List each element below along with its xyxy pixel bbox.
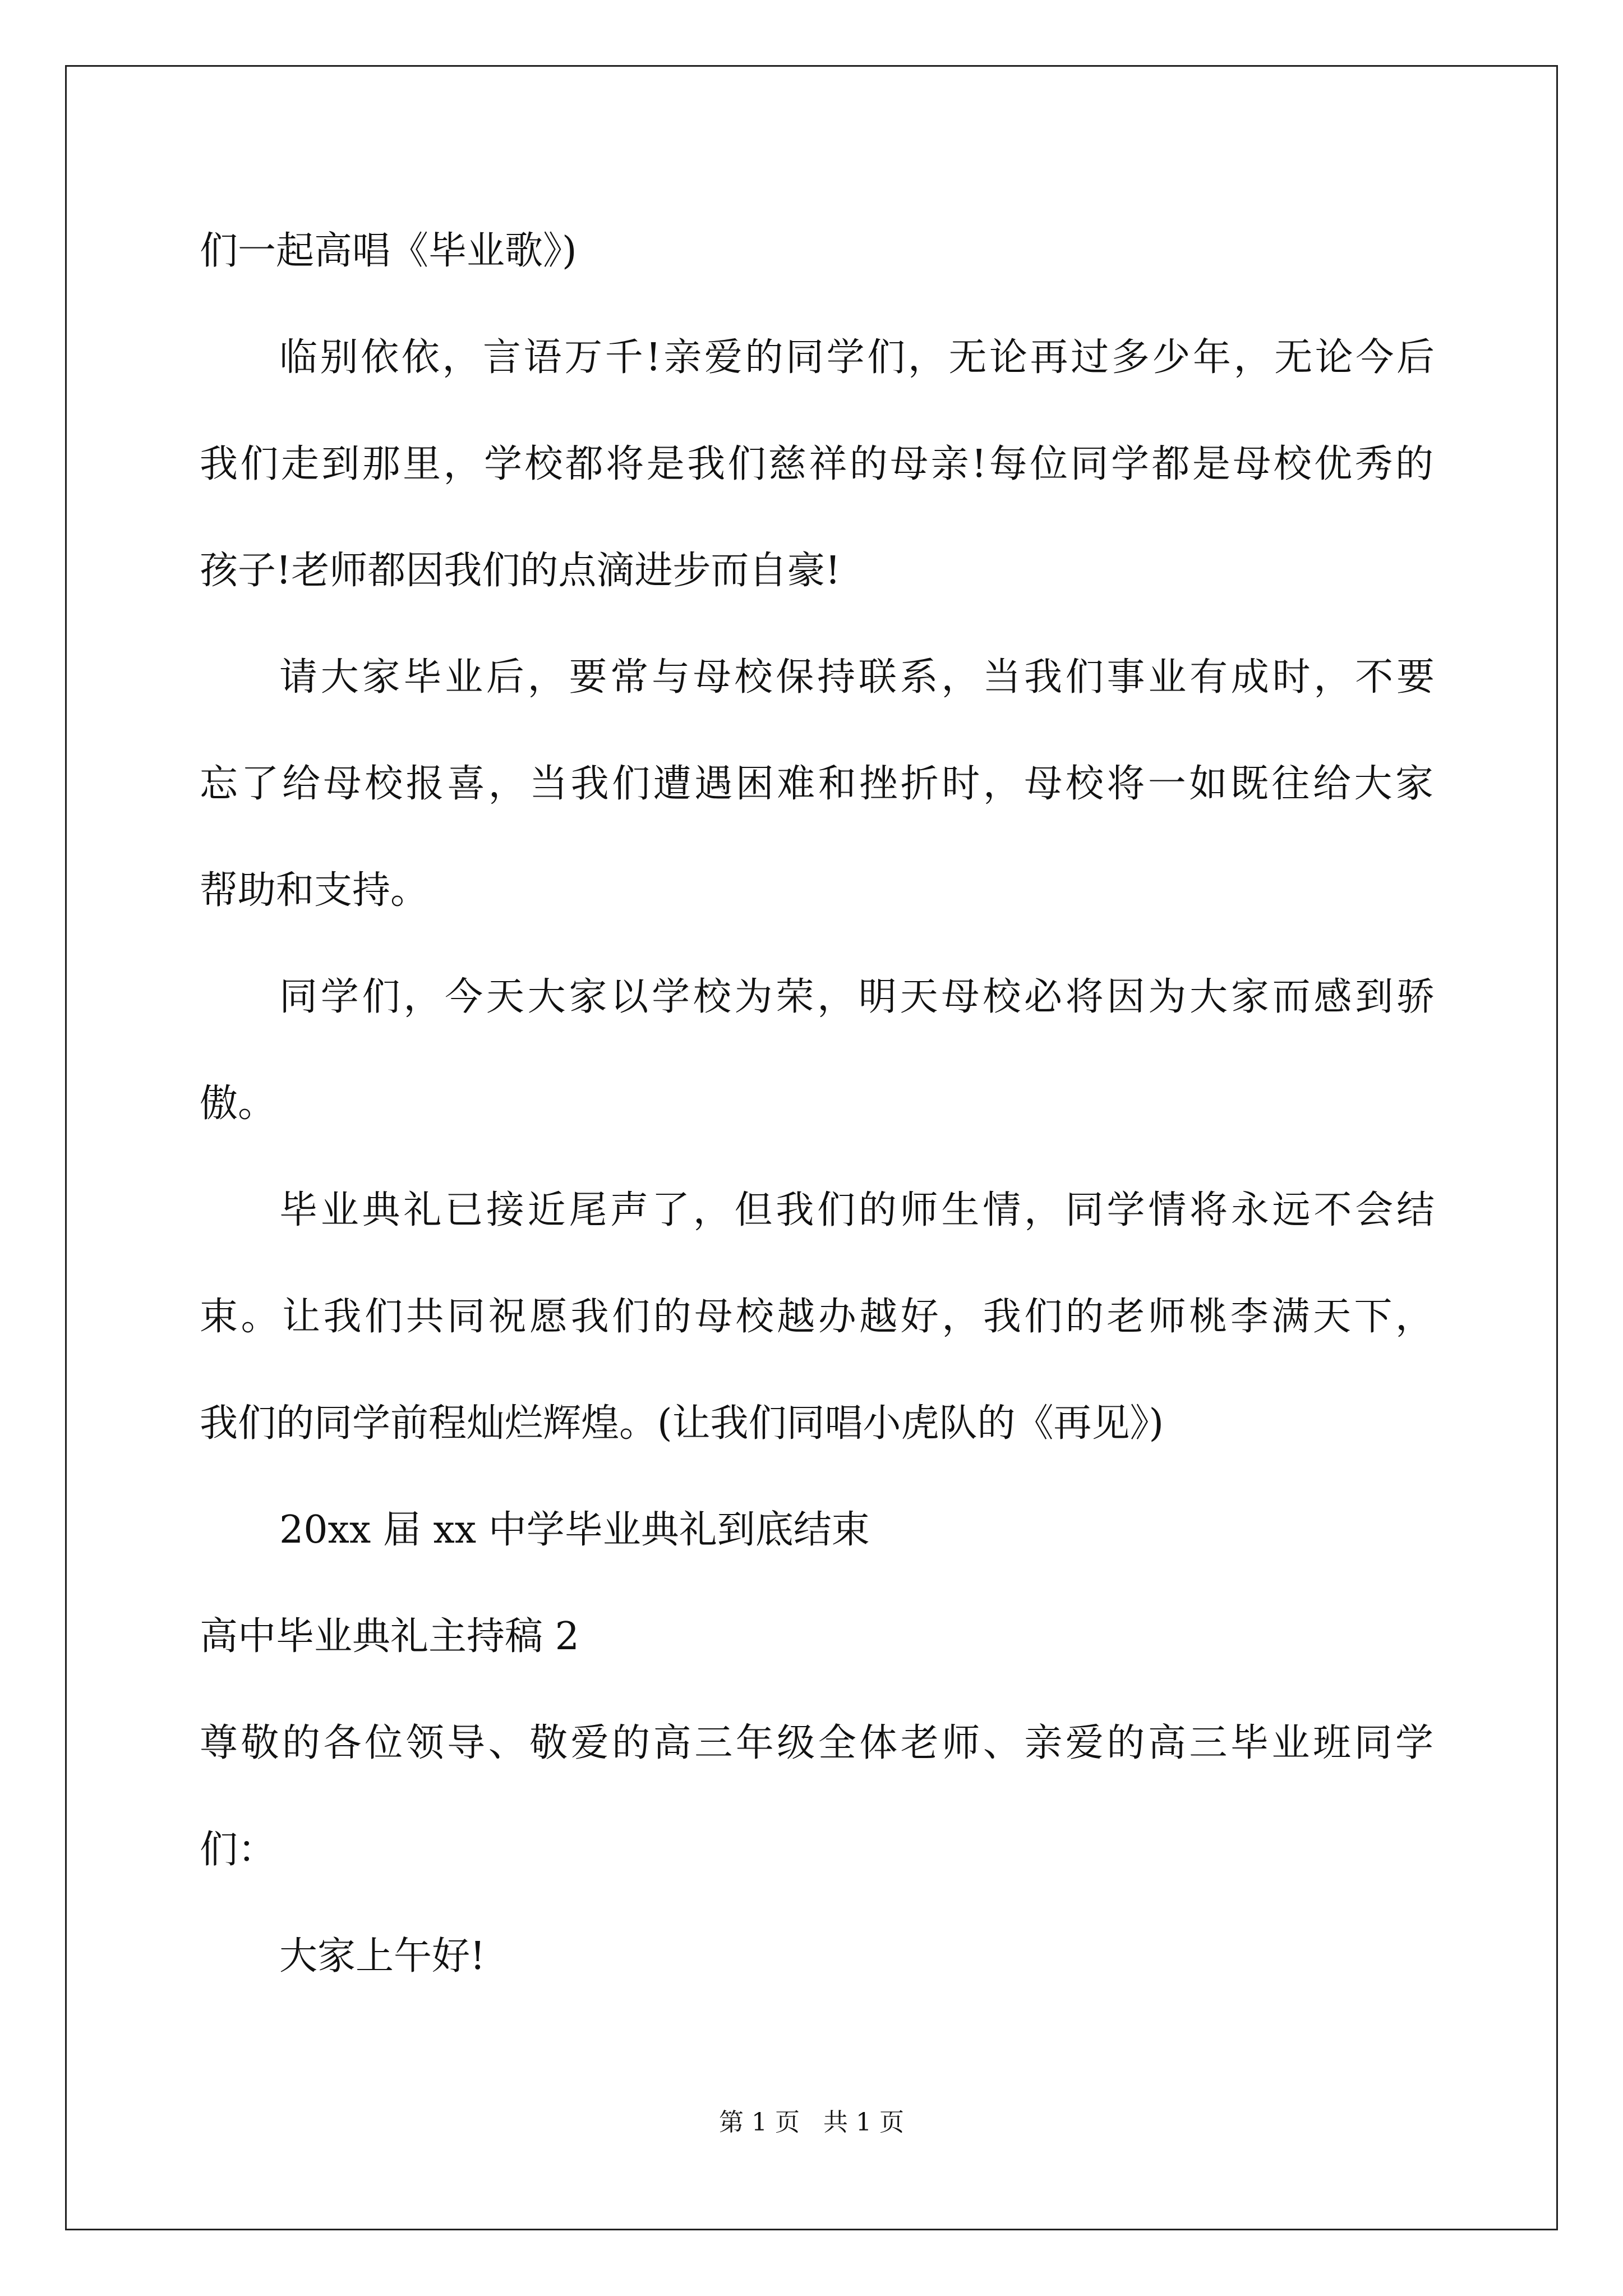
- text-line: 们一起高唱《毕业歌》): [200, 229, 577, 273]
- text-line: 傲。: [200, 1082, 276, 1126]
- text-line: 忘了给母校报喜，当我们遭遇困难和挫折时，母校将一如既往给大家: [200, 762, 1433, 806]
- text-line: 尊敬的各位领导、敬爱的高三年级全体老师、亲爱的高三毕业班同学: [200, 1721, 1433, 1765]
- page-footer: 第 1 页 共 1 页: [719, 2108, 904, 2137]
- section-heading: 高中毕业典礼主持稿 2: [200, 1614, 579, 1659]
- text-line: 同学们，今天大家以学校为荣，明天母校必将因为大家而感到骄: [279, 975, 1435, 1019]
- text-line: 们：: [200, 1828, 276, 1872]
- text-line: 孩子!老师都因我们的点滴进步而自豪!: [200, 549, 841, 593]
- text-line: 帮助和支持。: [200, 868, 429, 913]
- text-line: 大家上午好!: [279, 1934, 486, 1978]
- page-border: [65, 65, 1558, 2230]
- text-line: 我们走到那里，学校都将是我们慈祥的母亲!每位同学都是母校优秀的: [200, 442, 1433, 486]
- text-line: 临别依依，言语万千!亲爱的同学们，无论再过多少年，无论今后: [279, 335, 1435, 380]
- text-line: 请大家毕业后，要常与母校保持联系，当我们事业有成时，不要: [279, 655, 1435, 700]
- text-line: 毕业典礼已接近尾声了，但我们的师生情，同学情将永远不会结: [279, 1188, 1435, 1232]
- text-line: 20xx 届 xx 中学毕业典礼到底结束: [279, 1508, 870, 1552]
- text-line: 束。让我们共同祝愿我们的母校越办越好，我们的老师桃李满天下，: [200, 1295, 1433, 1339]
- text-line: 我们的同学前程灿烂辉煌。(让我们同唱小虎队的《再见》): [200, 1401, 1164, 1446]
